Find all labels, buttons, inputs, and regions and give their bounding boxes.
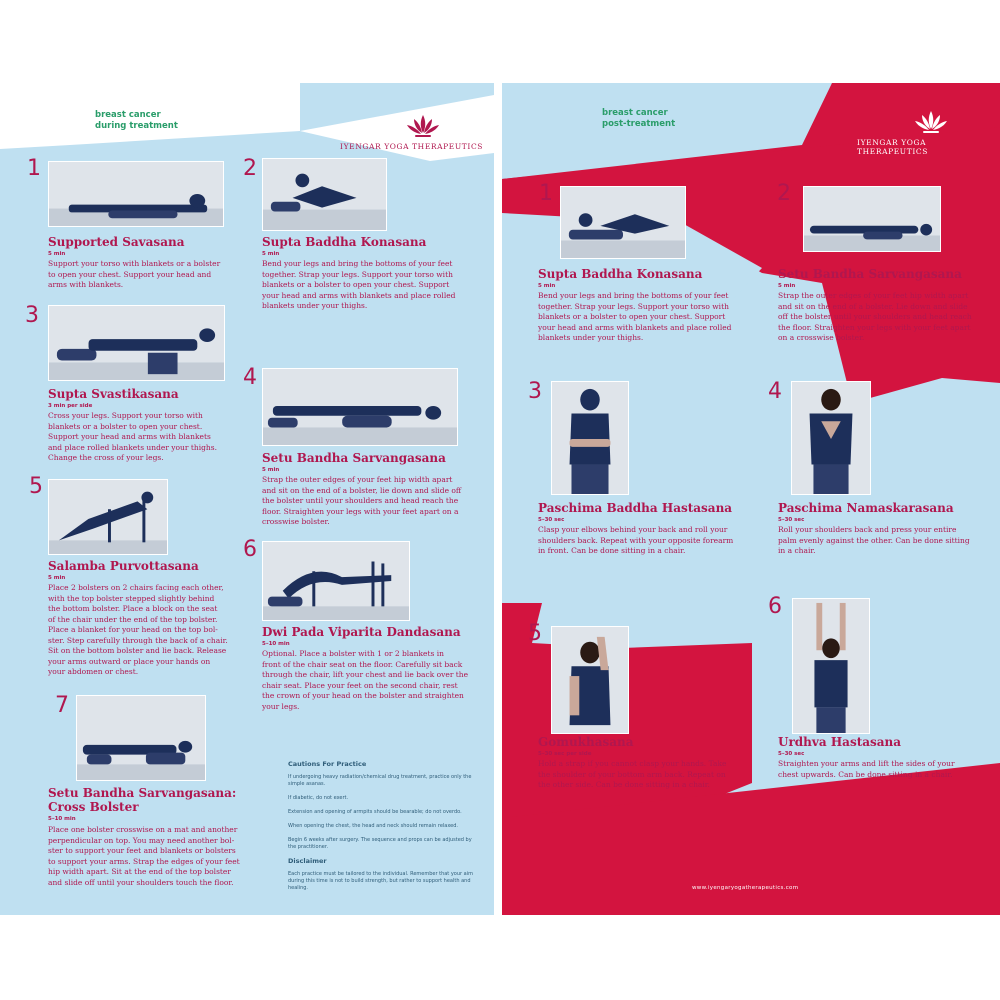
left-subtitle: [95, 110, 178, 132]
pose-title: Supported Savasana: [48, 235, 185, 249]
pose-duration: 5 min: [48, 575, 66, 581]
desc-line: Hold a strap if you cannot clasp your hands. Take: [538, 759, 727, 768]
pose-description: [262, 649, 468, 712]
pose-description: [538, 759, 726, 791]
desc-line: of the chair under the end of the top bolster.: [48, 614, 218, 624]
desc-line: blankets or a bolster to open your chest. Support: [538, 312, 726, 321]
desc-line: together. Strap your legs. Support your torso with: [538, 301, 729, 311]
desc-line: Optional. Place a bolster with 1 or 2 blankets in: [262, 649, 444, 658]
desc-line: blankets or a bolster to open your chest.: [48, 421, 203, 431]
pose-number: 6: [768, 594, 782, 619]
pose-photo-setu-bandha-sarvangasana: [262, 368, 458, 446]
desc-line: with the top bolster stepped slightly behind: [48, 593, 215, 603]
pose-title-line: Setu Bandha Sarvangasana:: [48, 786, 237, 800]
desc-line: together. Strap your legs. Support your torso with: [262, 269, 453, 279]
caution-item: If diabetic, do not exert.: [288, 795, 349, 801]
desc-line: crosswise bolster.: [262, 517, 330, 526]
pose-number: 4: [243, 365, 257, 390]
desc-line: Support your torso with blankets or a bolster: [48, 259, 221, 268]
desc-line: palm evenly against the other. Can be done sitting: [778, 535, 970, 545]
desc-line: blankets under your thighs.: [538, 333, 644, 342]
caution-item: Extension and opening of armpits should be bearable; do not overdo.: [288, 809, 462, 815]
pose-duration: 5–30 sec per side: [538, 751, 592, 757]
pose-description: [778, 759, 955, 780]
pose-description: [48, 825, 240, 888]
pose-duration: 5–10 min: [262, 641, 290, 647]
right-panel-post-treatment: [502, 83, 1000, 915]
pose-photo-paschima-baddha-hastasana: [551, 381, 629, 495]
desc-line: and slide off until your shoulders touch the floor.: [48, 877, 234, 887]
desc-line: Clasp your elbows behind your back and roll your: [538, 525, 728, 534]
pose-photo-setu-bandha-sarvangasana: [803, 186, 941, 252]
pose-photo-salamba-purvottasana: [48, 479, 168, 555]
pose-number: 4: [768, 379, 782, 404]
desc-line: the bolster until your shoulders and head reach the: [262, 496, 459, 505]
desc-line: chest upwards. Can be done sitting in a chair.: [778, 769, 953, 779]
pose-title: Urdhva Hastasana: [778, 735, 902, 749]
pose-description: [778, 525, 970, 557]
desc-line: shoulders back. Repeat with your opposite forearm: [538, 535, 734, 545]
desc-line: front of the chair seat on the floor. Carefully sit back: [262, 659, 463, 669]
pose-description: [538, 291, 731, 344]
desc-line: on a crosswise bolster.: [778, 333, 865, 342]
desc-line: and place rolled blankets under your thighs.: [48, 442, 217, 452]
desc-line: the shoulder of your bottom arm back. Repeat on: [538, 769, 726, 779]
cautions-heading: Cautions For Practice: [288, 760, 367, 768]
pose-number: 2: [777, 181, 791, 206]
desc-line: the crown of your head on the bolster and straighten: [262, 691, 464, 700]
pose-description: [48, 583, 228, 678]
pose-number: 1: [27, 156, 41, 181]
desc-line: Place 2 bolsters on 2 chairs facing each other,: [48, 583, 224, 592]
pose-description: [262, 259, 455, 312]
desc-line: to support your arms. Strap the edges of your feet: [48, 856, 240, 866]
desc-line: perpendicular on top. You may need another bol-: [48, 835, 235, 845]
pose-duration: 5 min: [538, 283, 556, 289]
pose-title: Setu Bandha Sarvangasana: [262, 451, 446, 465]
desc-line: Place a blanket for your head on the top bol-: [48, 625, 218, 634]
desc-line: blankets or a bolster to open your chest. Support: [262, 280, 450, 289]
subtitle-line-2: post-treatment: [602, 119, 676, 129]
desc-line: Place one bolster crosswise on a mat and another: [48, 825, 238, 834]
pose-duration: 3 min per side: [48, 403, 93, 409]
pose-photo-paschima-namaskarasana: [791, 381, 871, 495]
pose-duration: 5 min: [48, 251, 66, 257]
pose-description: [48, 259, 220, 291]
caution-item: When opening the chest, the head and neck should remain relaxed.: [288, 823, 458, 829]
pose-photo-urdhva-hastasana: [792, 598, 870, 734]
pose-title: Gomukhasana: [538, 735, 634, 749]
desc-line: floor. Straighten your legs with your feet apart on a: [262, 506, 459, 516]
desc-line: Change the cross of your legs.: [48, 453, 164, 462]
desc-line: in front. Can be done sitting in a chair.: [538, 546, 686, 555]
pose-duration: 5–30 sec: [778, 517, 805, 523]
pose-duration: 5 min: [262, 251, 280, 257]
disclaimer-text: Each practice must be tailored to the individual. Remember that your aim during this time is not to build strength, but rather to support health and healing.: [288, 871, 474, 891]
desc-line: arms with blankets.: [48, 280, 124, 289]
lotus-logo-icon: [406, 113, 440, 139]
pose-description: [262, 475, 461, 528]
caution-item: Begin 6 weeks after surgery. The sequence and props can be adjusted by the practitioner.: [288, 837, 472, 850]
desc-line: ster. Step carefully through the back of a chair.: [48, 635, 228, 645]
cautions-box: [288, 761, 473, 899]
desc-line: Bend your legs and bring the bottoms of your feet: [262, 259, 453, 268]
desc-line: ster to support your feet and blankets or bolsters: [48, 846, 236, 855]
pose-duration: 5–10 min: [48, 816, 76, 822]
desc-line: your abdomen or chest.: [48, 667, 139, 676]
pose-description: [48, 411, 217, 464]
desc-line: Bend your legs and bring the bottoms of your feet: [538, 291, 729, 300]
pose-photo-supta-svastikasana: [48, 305, 225, 381]
pose-duration: 5 min: [778, 283, 796, 289]
desc-line: and sit on the end of a bolster. Lie down and slide: [778, 301, 968, 311]
pose-title: Paschima Namaskarasana: [778, 501, 954, 515]
disclaimer-heading: Disclaimer: [288, 857, 327, 865]
pose-number: 6: [243, 537, 257, 562]
desc-line: the floor. Straighten your legs with your feet apart: [778, 322, 971, 332]
desc-line: Cross your legs. Support your torso with: [48, 411, 203, 420]
pose-title: Supta Baddha Konasana: [262, 235, 427, 249]
left-panel-during-treatment: [0, 83, 494, 915]
pose-duration: 5–30 sec: [778, 751, 805, 757]
pose-title: Salamba Purvottasana: [48, 559, 199, 573]
desc-line: hip width apart. Sit at the end of the top bolster: [48, 867, 231, 876]
pose-title: Dwi Pada Viparita Dandasana: [262, 625, 461, 639]
pose-title: [48, 786, 236, 814]
desc-line: your head and arms with blankets and place rolled: [262, 290, 456, 300]
pose-photo-supta-baddha-konasana: [262, 158, 387, 231]
pose-number: 7: [55, 693, 69, 718]
website-url: www.iyengaryogatherapeutics.com: [692, 885, 799, 891]
pose-photo-supta-baddha-konasana: [560, 186, 686, 259]
right-subtitle: [602, 108, 675, 130]
desc-line: Support your head and arms with blankets: [48, 432, 211, 441]
pose-number: 2: [243, 156, 257, 181]
desc-line: chair seat. Place your feet on the second chair, rest: [262, 680, 458, 690]
desc-line: the bottom bolster. Place a block on the seat: [48, 604, 218, 613]
pose-number: 3: [528, 379, 542, 404]
desc-line: to open your chest. Support your head and: [48, 269, 212, 279]
desc-line: your head and arms with blankets and place rolled: [538, 322, 732, 332]
desc-line: in a chair.: [778, 546, 816, 555]
pose-title: Paschima Baddha Hastasana: [538, 501, 733, 515]
pose-photo-supported-savasana: [48, 161, 224, 227]
pose-photo-dwi-pada-viparita-dandasana: [262, 541, 410, 621]
pose-photo-gomukhasana: [551, 626, 629, 734]
desc-line: Sit on the bottom bolster and lie back. Release: [48, 646, 227, 655]
pose-description: [538, 525, 733, 557]
desc-line: Strap the outer edges of your feet hip width apart: [778, 291, 969, 300]
subtitle-line-2: during treatment: [95, 121, 178, 131]
desc-line: and sit on the end of a bolster, lie down and slide off: [262, 485, 462, 495]
pose-duration: 5 min: [262, 467, 280, 473]
pose-number: 3: [25, 303, 39, 328]
desc-line: Roll your shoulders back and press your entire: [778, 525, 957, 534]
pose-duration: 5–30 sec: [538, 517, 565, 523]
desc-line: blankets under your thighs.: [262, 301, 368, 310]
desc-line: your legs.: [262, 701, 300, 711]
brand-name: IYENGAR YOGA THERAPEUTICS: [340, 142, 484, 151]
desc-line: off the bolster until your shoulders and head reach: [778, 312, 972, 321]
pose-title-line: Cross Bolster: [48, 800, 139, 814]
desc-line: the other side. Can be done sitting in a chair.: [538, 780, 710, 789]
subtitle-line-1: breast cancer: [602, 108, 668, 118]
pose-title: Supta Svastikasana: [48, 387, 179, 401]
desc-line: Strap the outer edges of your feet hip width apart: [262, 475, 453, 484]
pose-title: Setu Bandha Sarvangasana: [778, 267, 962, 281]
desc-line: your arms outward or place your hands on: [48, 656, 211, 666]
pose-title: Supta Baddha Konasana: [538, 267, 703, 281]
desc-line: through the chair, lift your chest and lie back over the: [262, 670, 469, 679]
caution-item: If undergoing heavy radiation/chemical drug treatment, practice only the simple asanas.: [288, 774, 472, 787]
brand-name: IYENGAR YOGA THERAPEUTICS: [857, 138, 928, 156]
lotus-logo-icon: [914, 109, 948, 135]
subtitle-line-1: breast cancer: [95, 110, 161, 120]
pose-description: [778, 291, 972, 344]
desc-line: Straighten your arms and lift the sides of your: [778, 759, 955, 768]
pose-number: 5: [528, 621, 542, 646]
pose-number: 1: [539, 181, 553, 206]
pose-photo-setu-bandha-cross-bolster: [76, 695, 206, 781]
pose-number: 5: [29, 474, 43, 499]
